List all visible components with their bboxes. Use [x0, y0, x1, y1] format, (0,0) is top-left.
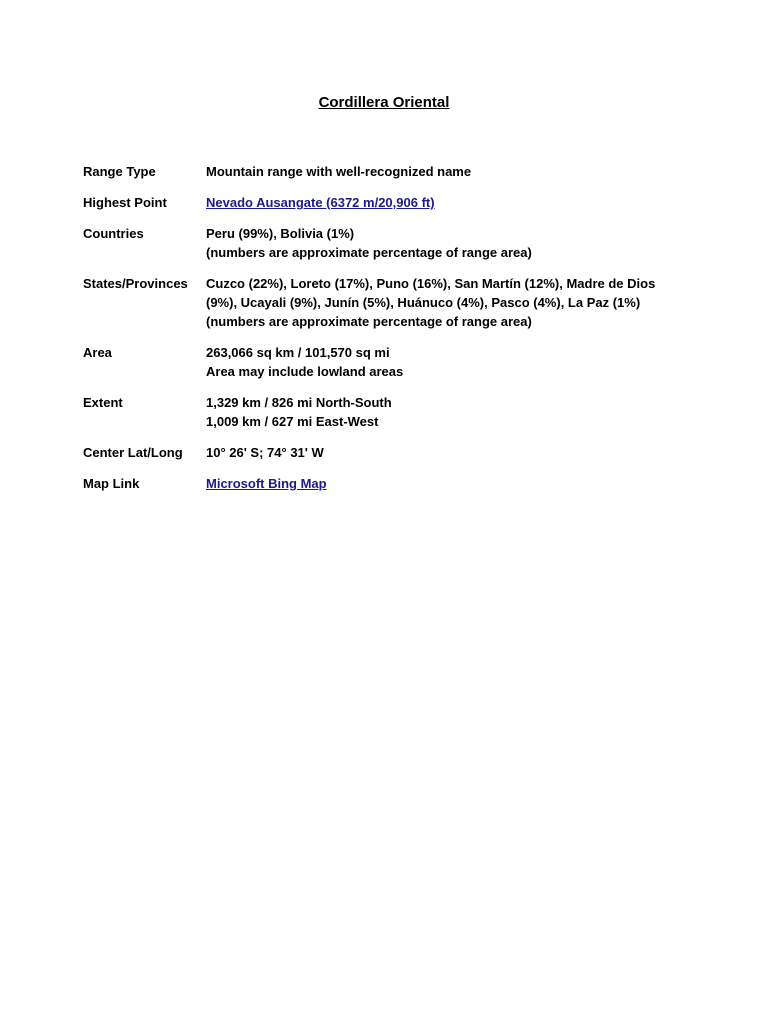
row-highest-point: [83, 193, 693, 212]
row-value: [206, 274, 693, 331]
row-label: Area: [83, 345, 112, 360]
row-value: [206, 343, 693, 381]
row-countries: [83, 224, 693, 262]
row-label: Countries: [83, 226, 144, 241]
row-value: [206, 474, 693, 493]
value-line: (numbers are approximate percentage of range area): [206, 314, 532, 329]
row-label: Highest Point: [83, 195, 167, 210]
value-line: 263,066 sq km / 101,570 sq mi: [206, 345, 390, 360]
row-value: [206, 224, 693, 262]
row-label: Range Type: [83, 164, 156, 179]
row-map-link: [83, 474, 693, 493]
value-line: Cuzco (22%), Loreto (17%), Puno (16%), San Martín (12%), Madre de Dios: [206, 276, 656, 291]
value-line: 1,329 km / 826 mi North-South: [206, 395, 392, 410]
row-label: Map Link: [83, 476, 140, 491]
row-center-lat-long: [83, 443, 693, 462]
value-line: (numbers are approximate percentage of range area): [206, 245, 532, 260]
value-line: 10° 26' S; 74° 31' W: [206, 445, 324, 460]
value-line: 1,009 km / 627 mi East-West: [206, 414, 379, 429]
range-info-table: [83, 162, 693, 505]
row-value: [206, 393, 693, 431]
row-value: [206, 193, 693, 212]
value-line: (9%), Ucayali (9%), Junín (5%), Huánuco (4%), Pasco (4%), La Paz (1%): [206, 295, 641, 310]
row-value: [206, 443, 693, 462]
row-area: [83, 343, 693, 381]
row-value: [206, 162, 693, 181]
page-title: Cordillera Oriental: [318, 94, 450, 111]
row-range-type: [83, 162, 693, 181]
row-label: Center Lat/Long: [83, 445, 183, 460]
highest-point-link[interactable]: Nevado Ausangate (6372 m/20,906 ft): [206, 195, 435, 210]
value-line: Area may include lowland areas: [206, 364, 404, 379]
value-line: Peru (99%), Bolivia (1%): [206, 226, 355, 241]
value-line: Mountain range with well-recognized name: [206, 164, 472, 179]
map-link[interactable]: Microsoft Bing Map: [206, 476, 327, 491]
row-label: States/Provinces: [83, 276, 188, 291]
row-states-provinces: [83, 274, 693, 331]
row-extent: [83, 393, 693, 431]
row-label: Extent: [83, 395, 123, 410]
